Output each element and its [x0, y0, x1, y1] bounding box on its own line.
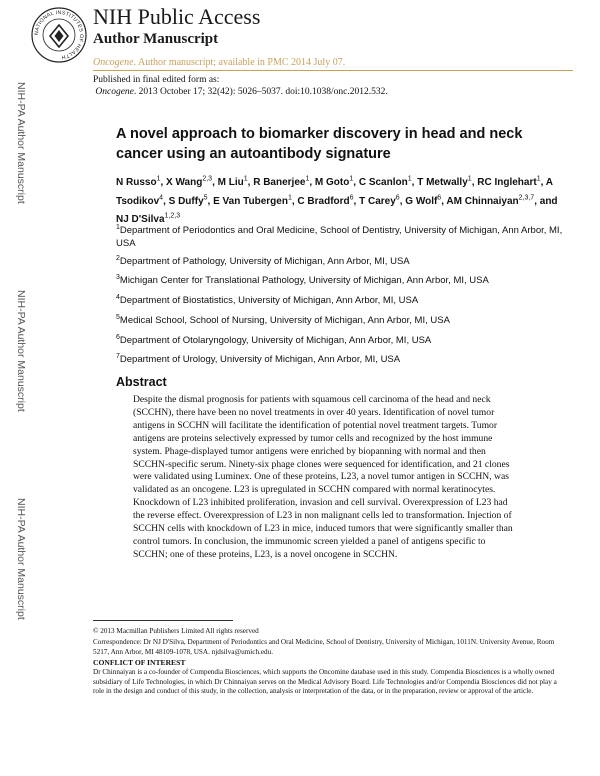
published-in-label: Published in final edited form as:	[93, 75, 220, 85]
author: X Wang$^{2,3}$,	[166, 176, 218, 189]
availability-line	[93, 56, 345, 69]
author: E Van Tubergen$^1$,	[213, 194, 298, 207]
author: G Wolf$^6$,	[405, 194, 447, 207]
header-divider	[93, 70, 573, 71]
author-manuscript-label: Author Manuscript	[93, 31, 219, 47]
author: T Carey$^6$,	[359, 194, 406, 207]
citation-journal: Oncogene	[95, 87, 134, 97]
article-title: A novel approach to biomarker discovery in head and neck cancer using an autoantibody signature	[116, 126, 523, 162]
author: N Russo$^1$,	[116, 176, 167, 189]
author: A Tsodikov$^4$,	[116, 177, 553, 207]
availability-journal: Oncogene	[93, 57, 134, 68]
sidebar-label-1: NIH-PA Author Manuscript	[15, 82, 27, 204]
conflict-heading: CONFLICT OF INTEREST	[93, 658, 186, 667]
footnote-divider	[93, 620, 233, 621]
author: NJ D'Silva$^{1,2,3}$	[116, 212, 181, 225]
affiliation: $^4$Department of Biostatistics, University of Michigan, Ann Arbor, MI, USA	[116, 294, 419, 307]
abstract-heading: Abstract	[116, 375, 167, 389]
author: T Metwally$^1$,	[417, 176, 478, 189]
affiliation: $^7$Department of Urology, University of Michigan, Ann Arbor, MI, USA	[116, 353, 401, 366]
author: C Scanlon$^1$,	[358, 176, 418, 189]
nih-public-access-title: NIH Public Access	[93, 4, 261, 29]
author: AM Chinnaiyan$^{2,3,7}$, and	[446, 194, 558, 207]
availability-text: . Author manuscript; available in PMC 2014 July 07.	[133, 57, 346, 68]
author: M Goto$^1$,	[314, 176, 359, 189]
author: M Liu$^1$,	[217, 176, 254, 189]
citation-line	[93, 86, 388, 98]
correspondence-note: Correspondence: Dr NJ D'Silva, Department of Periodontics and Oral Medicine, School of Dentistry, University of Michigan, 1011N. University Avenue, Room 5217, Ann Arbor, MI 48109-1078, USA. njdsilva@umich.edu.	[93, 638, 555, 656]
affiliation: $^6$Department of Otolaryngology, University of Michigan, Ann Arbor, MI, USA	[116, 334, 432, 347]
affiliation: $^3$Michigan Center for Translational Pathology, University of Michigan, Ann Arbor, MI, USA	[116, 274, 489, 287]
conflict-text: Dr Chinnaiyan is a co-founder of Compendia Biosciences, which supports the Oncomine database used in this study. Compendia Biosciences is a wholly owned subsidiary of Life Technologies, in which Dr Chinnaiyan serves on the Medical Advisory Board. Life Technologies and/or Compendia Biosciences did not play a role in the design and conduct of this study, in the collection, analysis or interpretation of the data, or in the preparation, review or approval of the article.	[93, 668, 557, 696]
affiliation: $^2$Department of Pathology, University of Michigan, Ann Arbor, MI, USA	[116, 255, 410, 268]
logo-ring-text: NATIONAL INSTITUTES OF HEALTH	[33, 9, 85, 60]
affiliation: $^1$Department of Periodontics and Oral Medicine, School of Dentistry, University of Michigan, Ann Arbor, MI, USA	[116, 224, 563, 250]
affiliation: $^5$Medical School, School of Nursing, University of Michigan, Ann Arbor, MI, USA	[116, 314, 450, 327]
copyright-note: © 2013 Macmillan Publishers Limited All rights reserved	[93, 627, 259, 635]
author: C Bradford$^6$,	[297, 194, 360, 207]
author: S Duffy$^5$,	[168, 194, 214, 207]
author: RC Inglehart$^1$,	[477, 176, 546, 189]
citation-details: . 2013 October 17; 32(42): 5026–5037. doi:10.1038/onc.2012.532.	[133, 87, 388, 97]
abstract-body: Despite the dismal prognosis for patients with squamous cell carcinoma of the head and neck (SCCHN), there have been no novel treatments in over 40 years. Identification of novel tumor antigens in SCCHN will facilitate the identification of potential novel treatment targets. Tumor antigens are proteins selectively expressed by tumor cells and recognized by the host immune system. Phage-displayed tumor antigens were enriched by biopanning with normal and then SCCHN-specific serum. Ninety-six phage clones were sequenced for identification, and 21 clones were validated using Luminex. One of these proteins, L23, a novel tumor antigen in SCCHN, was validated as an oncogene. L23 is upregulated in SCCHN compared with normal keratinocytes. Knockdown of L23 inhibited proliferation, invasion and cell survival. Overexpression of L23 had the reverse effect. Overexpression of L23 in non malignant cells led to transformation. Injection of SCCHN cells with knockdown of L23 in mice, induced tumors that were significantly smaller than control tumors. In conclusion, the immunomic screen yielded a panel of antigens specific to SCCHN; one of these proteins, L23, is a novel oncogene in SCCHN.	[133, 394, 513, 560]
sidebar-label-2: NIH-PA Author Manuscript	[15, 290, 27, 412]
author-list	[116, 172, 566, 227]
sidebar-label-3: NIH-PA Author Manuscript	[15, 498, 27, 620]
nih-seal-logo	[30, 6, 88, 64]
author: R Banerjee$^1$,	[253, 176, 315, 189]
